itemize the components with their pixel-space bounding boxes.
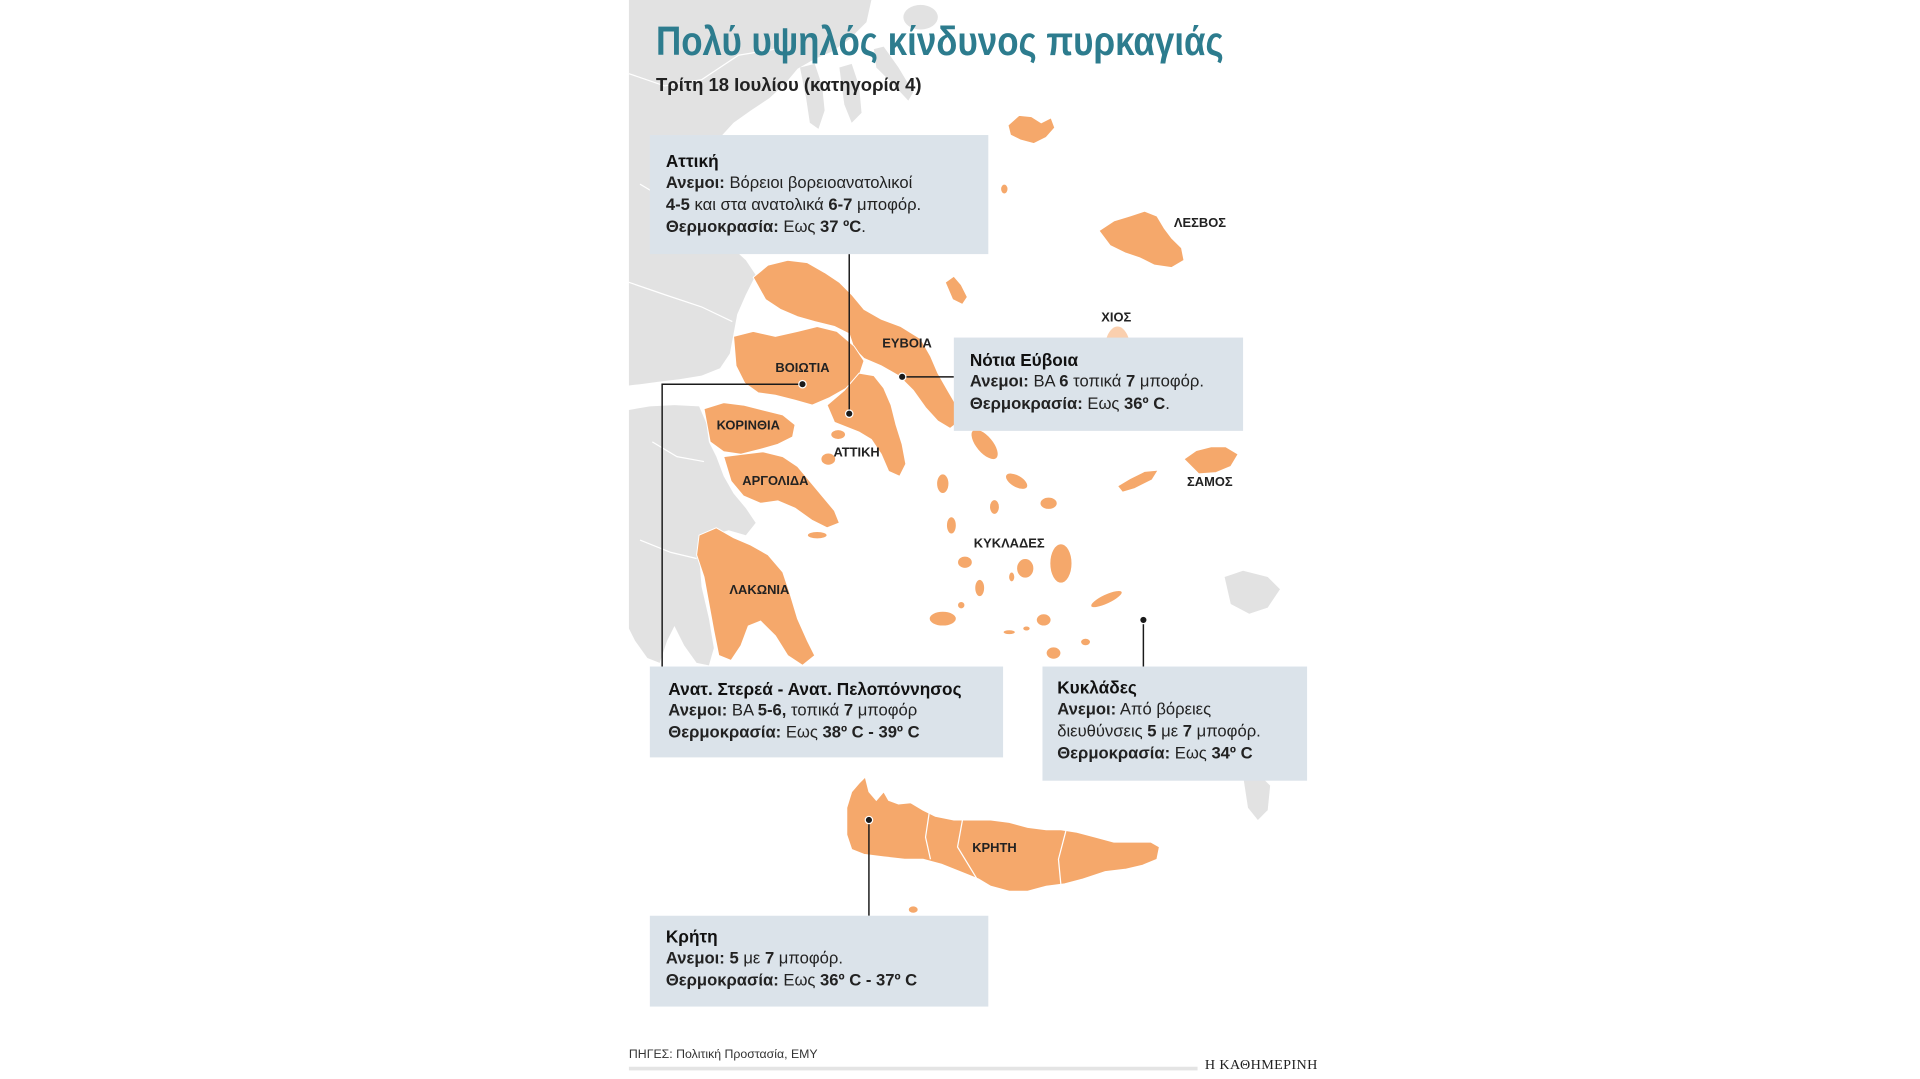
sikinos-island (1023, 626, 1030, 631)
callout-text-bold: 34º C (1211, 743, 1253, 763)
turkey-coast (1225, 571, 1280, 614)
gavdos-island (908, 906, 918, 913)
callout-text-bold: 6 (1059, 371, 1069, 391)
callout-text-bold: 38º C - 39º C (822, 723, 920, 742)
callout-kriti (650, 916, 988, 1007)
callout-text-bold: 5-6, (757, 700, 787, 720)
callout-text: τοπικά (1068, 371, 1126, 391)
salamina-island (831, 430, 846, 440)
map-label-evia: ΕΥΒΟΙΑ (882, 336, 932, 352)
callout-text-bold: 7 (1182, 721, 1193, 741)
antiparos-island (1009, 572, 1015, 582)
callout-line (1057, 721, 1292, 743)
callout-text: με (738, 948, 765, 968)
map-label-lakonia: ΛΑΚΩΝΙΑ (729, 583, 790, 598)
callout-text-bold: 36º C (1124, 394, 1166, 413)
callout-line (666, 970, 974, 992)
syros-island (990, 500, 1000, 515)
callout-text: Εως (781, 723, 823, 742)
callout-text-bold: Ανεμοι: (969, 371, 1029, 391)
callout-text-bold: 37 ºC (820, 217, 862, 236)
callout-text-bold: 36º C - 37º C (820, 970, 918, 990)
ikaria-island (1118, 470, 1159, 492)
callout-text: Εως (778, 217, 821, 236)
callout-title: Κρήτη (665, 926, 718, 947)
callout-title: Κυκλάδες (1057, 677, 1137, 698)
callout-body (666, 948, 974, 992)
callout-line (666, 216, 974, 238)
callout-line (1057, 743, 1292, 765)
callout-body (1057, 698, 1292, 764)
map-label-kyklades: ΚΥΚΛΑΔΕΣ (973, 536, 1045, 552)
callout-body (970, 371, 1228, 415)
callout-text-bold: Θερμοκρασία: (969, 394, 1083, 413)
callout-body (666, 172, 974, 238)
lemnos-island (1008, 115, 1055, 143)
paros-island (1017, 559, 1034, 579)
naxos-island (1050, 544, 1072, 583)
callout-line (666, 194, 974, 216)
region-kriti (847, 777, 1160, 891)
callout-text: Από βόρειες (1116, 699, 1212, 719)
small-island (1001, 184, 1008, 194)
map-label-argolida: ΑΡΓΟΛΙΔΑ (742, 473, 809, 489)
callout-text-bold: 7 (764, 948, 775, 968)
amorgos-island (1089, 587, 1124, 610)
callout-line (668, 722, 988, 744)
callout-text-bold: 4-5 (665, 195, 690, 214)
callout-text-bold: Θερμοκρασία: (668, 723, 782, 742)
page-title: Πολύ υψηλός κίνδυνος πυρκαγιάς (655, 18, 1224, 64)
page-subtitle: Τρίτη 18 Ιουλίου (κατηγορία 4) (655, 74, 922, 96)
map-label-korinthia: ΚΟΡΙΝΘΙΑ (716, 418, 780, 434)
kimolos-island (958, 601, 965, 608)
callout-text-bold: 5 (1147, 721, 1157, 741)
map-label-kriti: ΚΡΗΤΗ (972, 840, 1017, 856)
callout-text: τοπικά (786, 700, 844, 720)
footer-rule (629, 1067, 1198, 1071)
callout-text: μποφόρ (853, 700, 918, 720)
ios-island (1036, 614, 1051, 626)
callout-line (970, 393, 1228, 415)
callout-text: ΒΑ (1028, 371, 1060, 391)
callout-text-bold: 5 (729, 948, 739, 968)
callout-kyklades (1042, 667, 1307, 781)
callout-text: Εως (1170, 743, 1212, 763)
leader-dot-notia-evia (898, 373, 905, 380)
leader-dot-anat-sterea (799, 381, 806, 388)
callout-text: μποφόρ. (774, 948, 843, 968)
callout-text: και στα ανατολικά (689, 195, 829, 214)
callout-text: . (1165, 394, 1170, 413)
callout-text-bold: Θερμοκρασία: (665, 970, 779, 990)
sifnos-island (975, 579, 985, 596)
kythnos-island (946, 517, 956, 534)
callout-text: μποφόρ. (1135, 371, 1204, 391)
source-note: ΠΗΓΕΣ: Πολιτική Προστασία, ΕΜΥ (628, 1048, 818, 1062)
callout-notia-evia (954, 338, 1243, 431)
leader-dot-kyklades (1140, 616, 1147, 623)
anafi-island (1081, 638, 1091, 645)
map-label-attiki: ΑΤΤΙΚΗ (833, 445, 880, 461)
callout-text: με (1156, 721, 1183, 741)
callout-text: διευθύνσεις (1057, 721, 1148, 741)
callout-text-bold: 7 (843, 700, 854, 720)
callout-title: Νότια Εύβοια (969, 349, 1079, 370)
milos-island (929, 611, 956, 626)
callout-line (970, 371, 1228, 393)
callout-line (1057, 698, 1292, 720)
callout-attiki (650, 135, 988, 254)
callout-line (666, 948, 974, 970)
callout-line (668, 700, 988, 722)
santorini-island (1046, 647, 1061, 659)
tinos-island (1003, 470, 1030, 493)
callout-title: Αττική (665, 150, 719, 171)
map-label-voiotia: ΒΟΙΩΤΙΑ (775, 360, 830, 376)
kea-island (937, 474, 949, 494)
callout-text-bold: 7 (1125, 371, 1136, 391)
hydra-island (807, 532, 827, 539)
callout-text-bold: Θερμοκρασία: (1057, 743, 1171, 763)
map-label-samos: ΣΑΜΟΣ (1187, 475, 1233, 490)
callout-text: Εως (1082, 394, 1125, 413)
map-label-lesvos: ΛΕΣΒΟΣ (1173, 216, 1227, 231)
callout-line (666, 172, 974, 194)
publisher-logo: Η ΚΑΘΗΜΕΡΙΝΗ (1204, 1058, 1318, 1073)
mykonos-island (1040, 497, 1057, 509)
callout-text-bold: Θερμοκρασία: (665, 217, 779, 236)
callout-text: μποφόρ. (1192, 721, 1261, 741)
callout-text-bold: Ανεμοι: (665, 948, 725, 968)
callout-text-bold: Ανεμοι: (1057, 699, 1117, 719)
serifos-island (958, 556, 973, 568)
callout-text-bold: Ανεμοι: (668, 700, 728, 720)
callout-text: Βόρειοι βορειοανατολικοί (724, 173, 913, 192)
skyros-island (945, 276, 967, 304)
samos-island (1184, 447, 1238, 474)
callout-text: Εως (778, 970, 821, 990)
callout-body (668, 700, 988, 744)
callout-title: Ανατ. Στερεά - Ανατ. Πελοπόννησος (668, 678, 962, 699)
callout-text-bold: Ανεμοι: (665, 173, 725, 192)
callout-text: μποφόρ. (852, 195, 922, 214)
lesvos-island (1099, 211, 1184, 267)
map-label-chios: ΧΙΟΣ (1101, 310, 1132, 326)
callout-anat-sterea-peloponnisos (650, 667, 1003, 758)
folegandros-island (1003, 630, 1015, 635)
leader-dot-kriti (865, 816, 872, 823)
callout-text: ΒΑ (727, 700, 758, 720)
callout-text-bold: 6-7 (828, 195, 853, 214)
callout-text: . (861, 217, 866, 236)
leader-dot-attiki (846, 410, 853, 417)
